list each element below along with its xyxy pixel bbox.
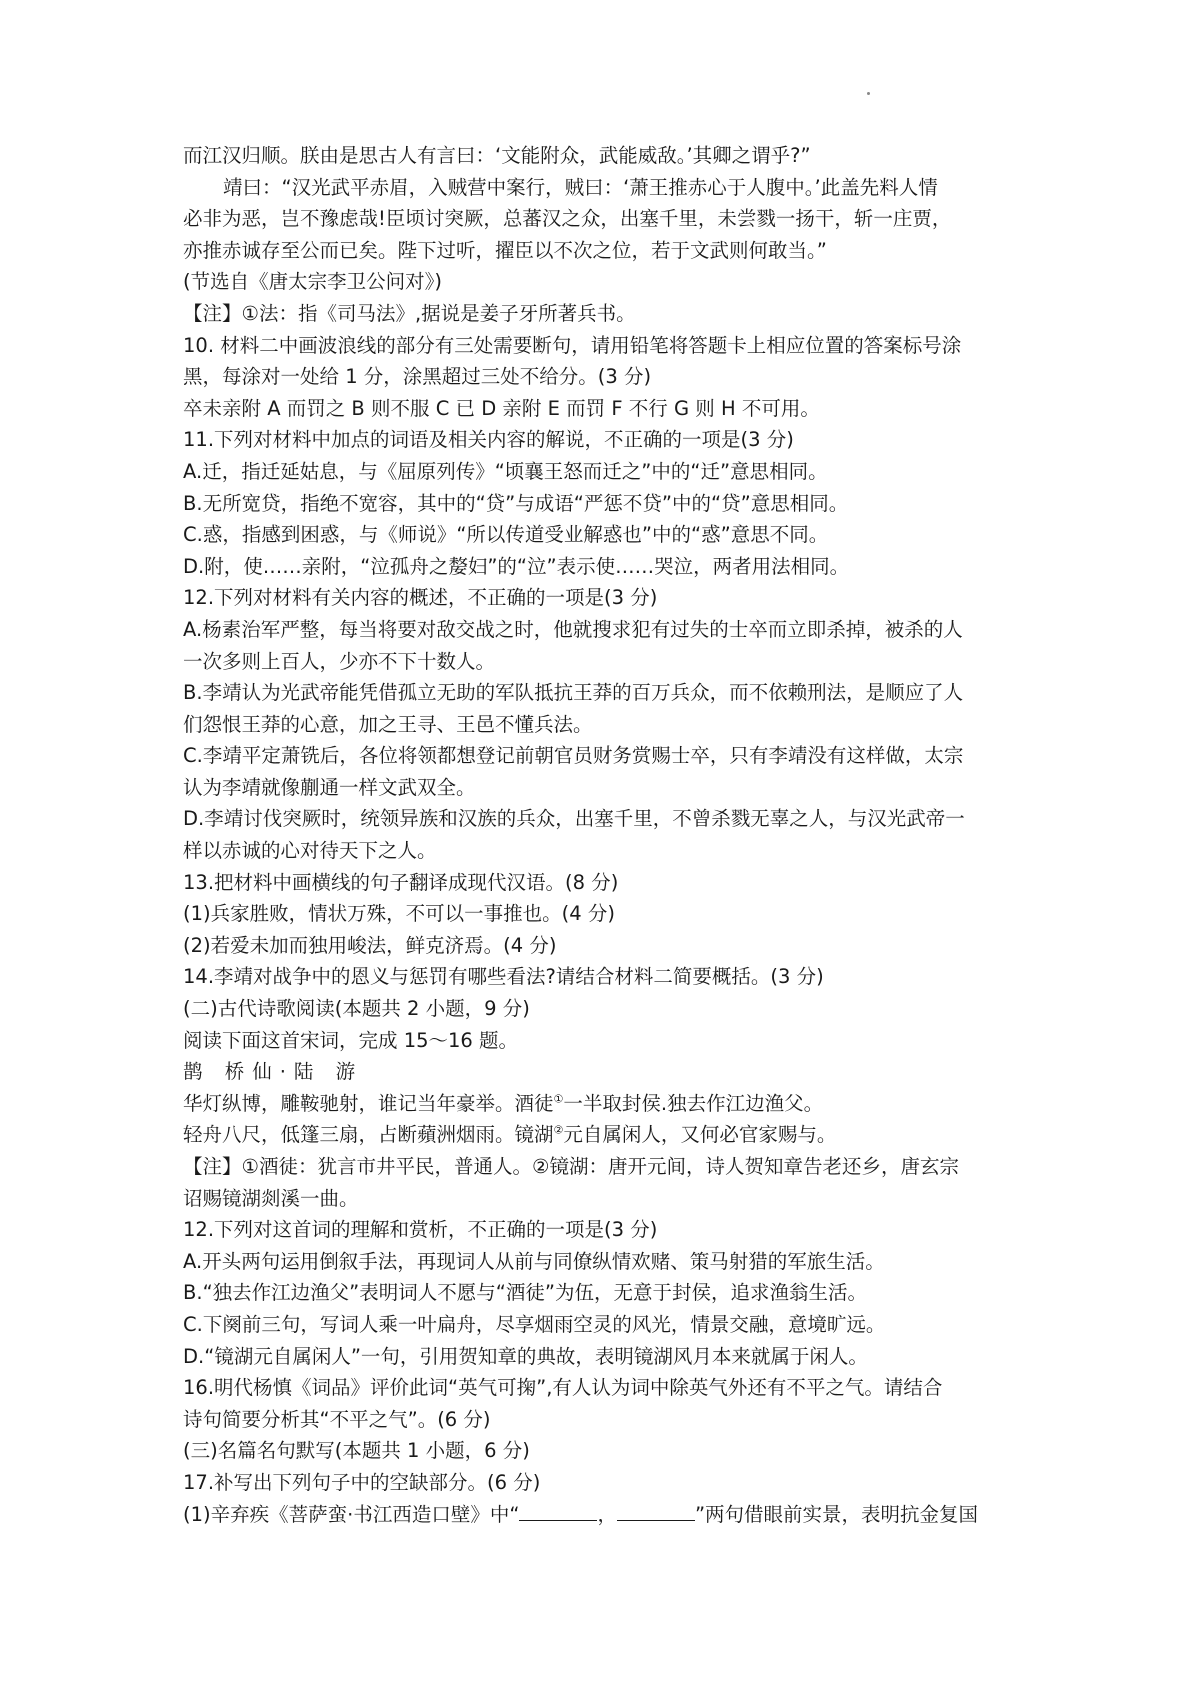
sub-question: (1)兵家胜败，情状万殊，不可以一事推也。(4 分)	[183, 902, 615, 926]
comma: ，	[597, 1502, 617, 1526]
text-line: 而江汉归顺。朕由是思古人有言曰：‘文能附众，武能威敌。’其卿之谓乎?”	[183, 144, 811, 167]
option-a: A.开头两句运用倒叙手法，再现词人从前与同僚纵情欢赌、策马射猎的军旅生活。	[183, 1249, 885, 1273]
option-b: B.李靖认为光武帝能凭借孤立无助的军队抵抗王莽的百万兵众，而不依赖刑法，是顺应了人	[183, 681, 964, 705]
text-line: 卒未亲附 A 而罚之 B 则不服 C 已 D 亲附 E 而罚 F 不行 G 则 H 不可用。	[183, 396, 820, 420]
poem-line	[183, 1088, 1033, 1120]
text-line: 必非为恶，岂不豫虑哉!臣顷讨突厥，总蕃汉之众，出塞千里，未尝戮一扬干，斩一庄贾，	[183, 207, 952, 231]
section-heading: (二)古代诗歌阅读(本题共 2 小题，9 分)	[183, 997, 530, 1021]
option-b: B.“独去作江边渔父”表明词人不愿与“酒徒”为伍，无意于封侯，追求渔翁生活。	[183, 1281, 867, 1305]
option-c: C.惑，指感到困惑，与《师说》“所以传道受业解惑也”中的“惑”意思不同。	[183, 523, 829, 547]
source-citation: (节选自《唐太宗李卫公问对》)	[183, 270, 442, 294]
option-d: D.附，使……亲附，“泣孤舟之嫠妇”的“泣”表示使……哭泣，两者用法相同。	[183, 554, 850, 578]
answer-blank[interactable]	[617, 1502, 695, 1521]
fill-in-prefix: (1)辛弃疾《菩萨蛮·书江西造口壁》中“	[183, 1502, 520, 1526]
note: 【注】①酒徒：犹言市井平民，普通人。②镜湖：唐开元间，诗人贺知章告老还乡，唐玄宗	[183, 1155, 959, 1178]
fill-in-suffix: ”两句借眼前实景，表明抗金复国	[694, 1502, 979, 1526]
scan-speck	[867, 92, 870, 95]
option-d: D.“镜湖元自属闲人”一句，引用贺知章的典故，表明镜湖风月本来就属于闲人。	[183, 1344, 868, 1368]
text-line: 认为李靖就像蒯通一样文武双全。	[183, 775, 476, 799]
question-15: 12.下列对这首词的理解和赏析，不正确的一项是(3 分)	[183, 1218, 658, 1242]
option-d: D.李靖讨伐突厥时，统领异族和汉族的兵众，出塞千里，不曾杀戮无辜之人，与汉光武帝一	[183, 807, 965, 831]
section-heading: (三)名篇名句默写(本题共 1 小题，6 分)	[183, 1439, 530, 1463]
option-a: A.迁，指迁延姑息，与《屈原列传》“顷襄王怒而迁之”中的“迁”意思相同。	[183, 459, 828, 483]
answer-blank[interactable]	[519, 1502, 597, 1521]
note: 【注】①法：指《司马法》,据说是姜子牙所著兵书。	[183, 301, 636, 325]
sub-question: (2)若爱未加而独用峻法，鲜克济焉。(4 分)	[183, 933, 557, 957]
question-17: 17.补写出下列句子中的空缺部分。(6 分)	[183, 1470, 541, 1494]
text-line: 诏赐镜湖剡溪一曲。	[183, 1186, 359, 1210]
poem-title: 鹊 桥仙·陆 游	[183, 1060, 364, 1084]
poem-text: 华灯纵博，雕鞍驰射，谁记当年豪举。酒徒	[183, 1091, 554, 1115]
question-13: 13.把材料中画横线的句子翻译成现代汉语。(8 分)	[183, 870, 619, 894]
instruction: 阅读下面这首宋词，完成 15～16 题。	[183, 1028, 519, 1052]
text-line: 一次多则上百人，少亦不下十数人。	[183, 649, 496, 673]
text-line: 样以赤诚的心对待天下之人。	[183, 839, 437, 863]
poem-text: 元自属闲人，又何必官家赐与。	[563, 1123, 837, 1147]
question-12: 12.下列对材料有关内容的概述，不正确的一项是(3 分)	[183, 586, 658, 610]
option-c: C.下阕前三句，写词人乘一叶扁舟，尽享烟雨空灵的风光，情景交融，意境旷远。	[183, 1312, 886, 1336]
footnote-mark: ②	[553, 1123, 564, 1137]
text-line: 黑，每涂对一处给 1 分，涂黑超过三处不给分。(3 分)	[183, 365, 652, 389]
text-line: 诗句简要分析其“不平之气”。(6 分)	[183, 1407, 491, 1431]
question-10: 10. 材料二中画波浪线的部分有三处需要断句，请用铅笔将答题卡上相应位置的答案标号涂	[183, 333, 962, 357]
poem-text: 轻舟八尺，低篷三扇，占断蘋洲烟雨。镜湖	[183, 1123, 554, 1147]
fill-in-line	[183, 1499, 1033, 1531]
page-body	[183, 140, 1033, 1530]
text-line: 靖曰：“汉光武平赤眉，入贼营中案行，贼曰：‘萧王推赤心于人腹中。’此盖先料人情	[223, 175, 938, 199]
text-line: 亦推赤诚存至公而已矣。陛下过听，擢臣以不次之位，若于文武则何敢当。”	[183, 238, 827, 262]
question-11: 11.下列对材料中加点的词语及相关内容的解说，不正确的一项是(3 分)	[183, 428, 794, 452]
poem-text: 一半取封侯.独去作江边渔父。	[563, 1091, 824, 1115]
question-16: 16.明代杨慎《词品》评价此词“英气可掬”,有人认为词中除英气外还有不平之气。请结合	[183, 1376, 943, 1400]
footnote-mark: ①	[553, 1092, 564, 1106]
option-c: C.李靖平定萧铣后，各位将领都想登记前朝官员财务赏赐士卒，只有李靖没有这样做，太宗	[183, 744, 964, 768]
option-b: B.无所宽贷，指绝不宽容，其中的“贷”与成语“严惩不贷”中的“贷”意思相同。	[183, 491, 849, 515]
text-line: 们怨恨王莽的心意，加之王寻、王邑不懂兵法。	[183, 712, 593, 736]
poem-line	[183, 1119, 1033, 1151]
question-14: 14.李靖对战争中的恩义与惩罚有哪些看法?请结合材料二简要概括。(3 分)	[183, 965, 824, 989]
option-a: A.杨素治军严整，每当将要对敌交战之时，他就搜求犯有过失的士卒而立即杀掉，被杀的人	[183, 617, 963, 641]
